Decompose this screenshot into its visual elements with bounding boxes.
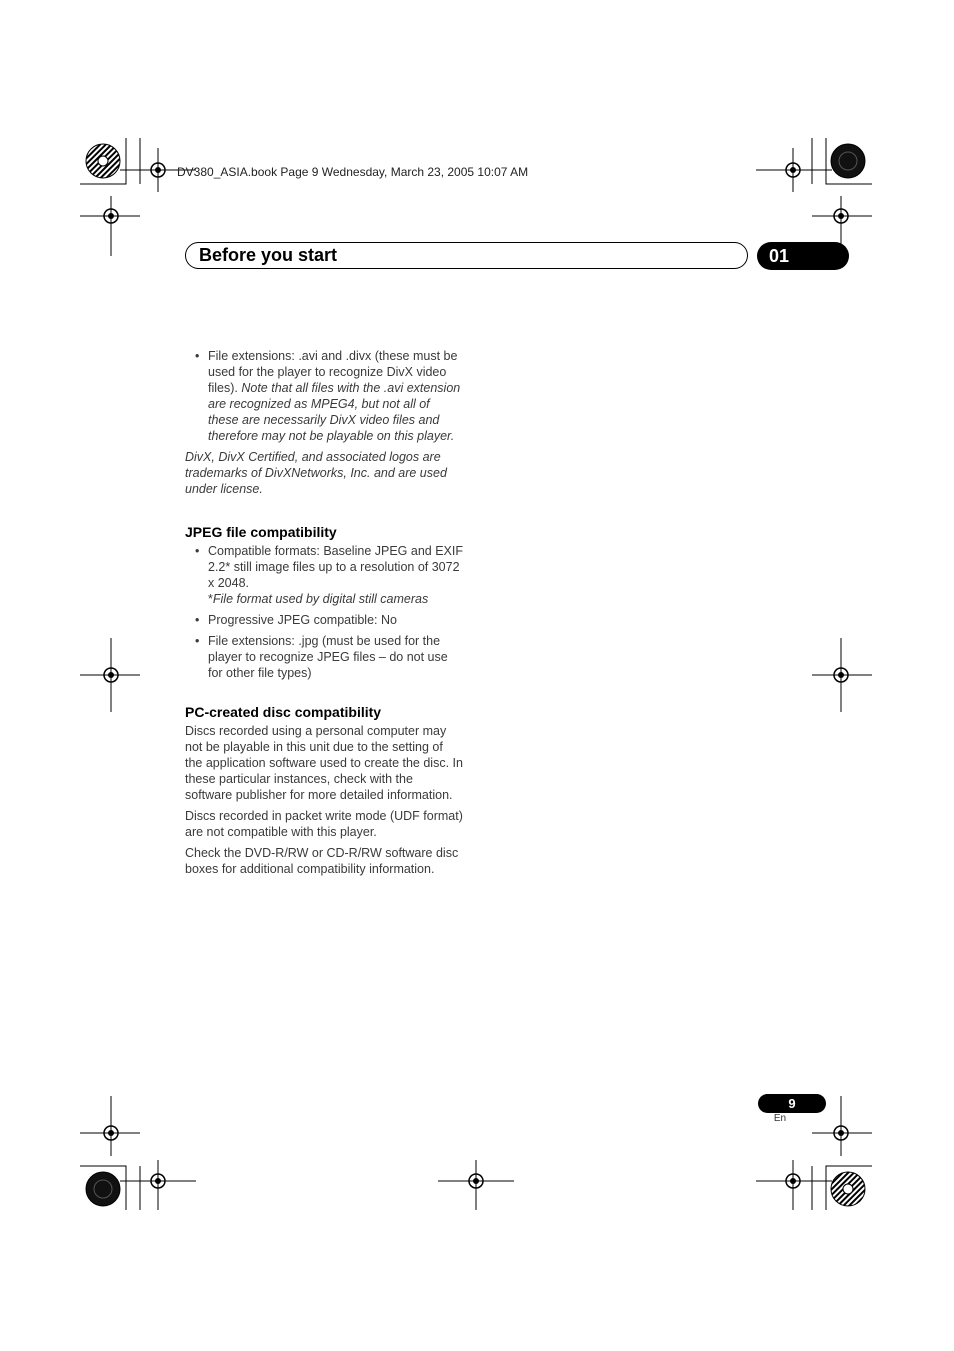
- jpeg-extensions-text: File extensions: .jpg (must be used for the player to recognize JPEG files – do not use for other file types): [208, 634, 448, 680]
- page-language: En: [773, 1113, 787, 1124]
- divx-extensions-note: Note that all files with the .avi extension are recognized as MPEG4, but not all of these are necessarily DivX video files and therefore may not be playable on this player.: [208, 381, 461, 443]
- bullet: •: [195, 634, 200, 648]
- chapter-number: 01: [757, 242, 849, 270]
- divx-extensions-text: File extensions: .avi and .divx (these must be used for the player to recognize DivX video files).: [208, 349, 458, 395]
- crosshair-icon: [756, 1160, 832, 1210]
- crosshair-icon: [120, 1160, 196, 1210]
- pc-disc-paragraph: Discs recorded using a personal computer may not be playable in this unit due to the setting of the application software used to create the disc. In these particular instances, check with the software publisher for more detailed information.: [185, 724, 463, 802]
- page-number: 9: [758, 1094, 826, 1113]
- bullet: •: [195, 349, 200, 363]
- registration-wheel-icon: [86, 144, 120, 178]
- pc-disc-heading: PC-created disc compatibility: [185, 704, 382, 720]
- list-item: [185, 543, 463, 607]
- crosshair-icon: [812, 638, 872, 712]
- pc-disc-paragraph: Check the DVD-R/RW or CD-R/RW software disc boxes for additional compatibility information.: [185, 846, 459, 876]
- crosshair-icon: [756, 148, 832, 192]
- pc-disc-paragraph: Discs recorded in packet write mode (UDF format) are not compatible with this player.: [185, 809, 463, 839]
- jpeg-progressive-text: Progressive JPEG compatible: No: [208, 613, 397, 627]
- crosshair-icon: [80, 638, 140, 712]
- list-item: [185, 348, 463, 444]
- footnote-star: *: [208, 592, 213, 606]
- list-item: [185, 612, 463, 628]
- crosshair-icon: [80, 1096, 140, 1156]
- crosshair-icon: [438, 1160, 514, 1210]
- content-column: [185, 348, 463, 882]
- registration-wheel-icon: [86, 1172, 120, 1206]
- chapter-title: Before you start: [199, 245, 338, 265]
- chapter-header: [185, 242, 748, 269]
- print-header: DV380_ASIA.book Page 9 Wednesday, March 23, 2005 10:07 AM: [177, 165, 529, 179]
- bullet: •: [195, 544, 200, 558]
- divx-trademark-note: DivX, DivX Certified, and associated logos are trademarks of DivXNetworks, Inc. and are used under license.: [185, 450, 447, 496]
- bullet: •: [195, 613, 200, 627]
- crosshair-icon: [812, 1126, 872, 1140]
- crosshair-icon: [80, 196, 140, 256]
- list-item: [185, 633, 463, 681]
- jpeg-formats-note: File format used by digital still cameras: [212, 592, 429, 606]
- jpeg-formats-text: Compatible formats: Baseline JPEG and EXIF 2.2* still image files up to a resolution of 3072 x 2048.: [208, 544, 463, 590]
- divx-list: [185, 348, 463, 444]
- jpeg-heading: JPEG file compatibility: [185, 524, 337, 540]
- registration-wheel-icon: [831, 144, 865, 178]
- registration-wheel-icon: [831, 1172, 865, 1206]
- jpeg-list: [185, 543, 463, 681]
